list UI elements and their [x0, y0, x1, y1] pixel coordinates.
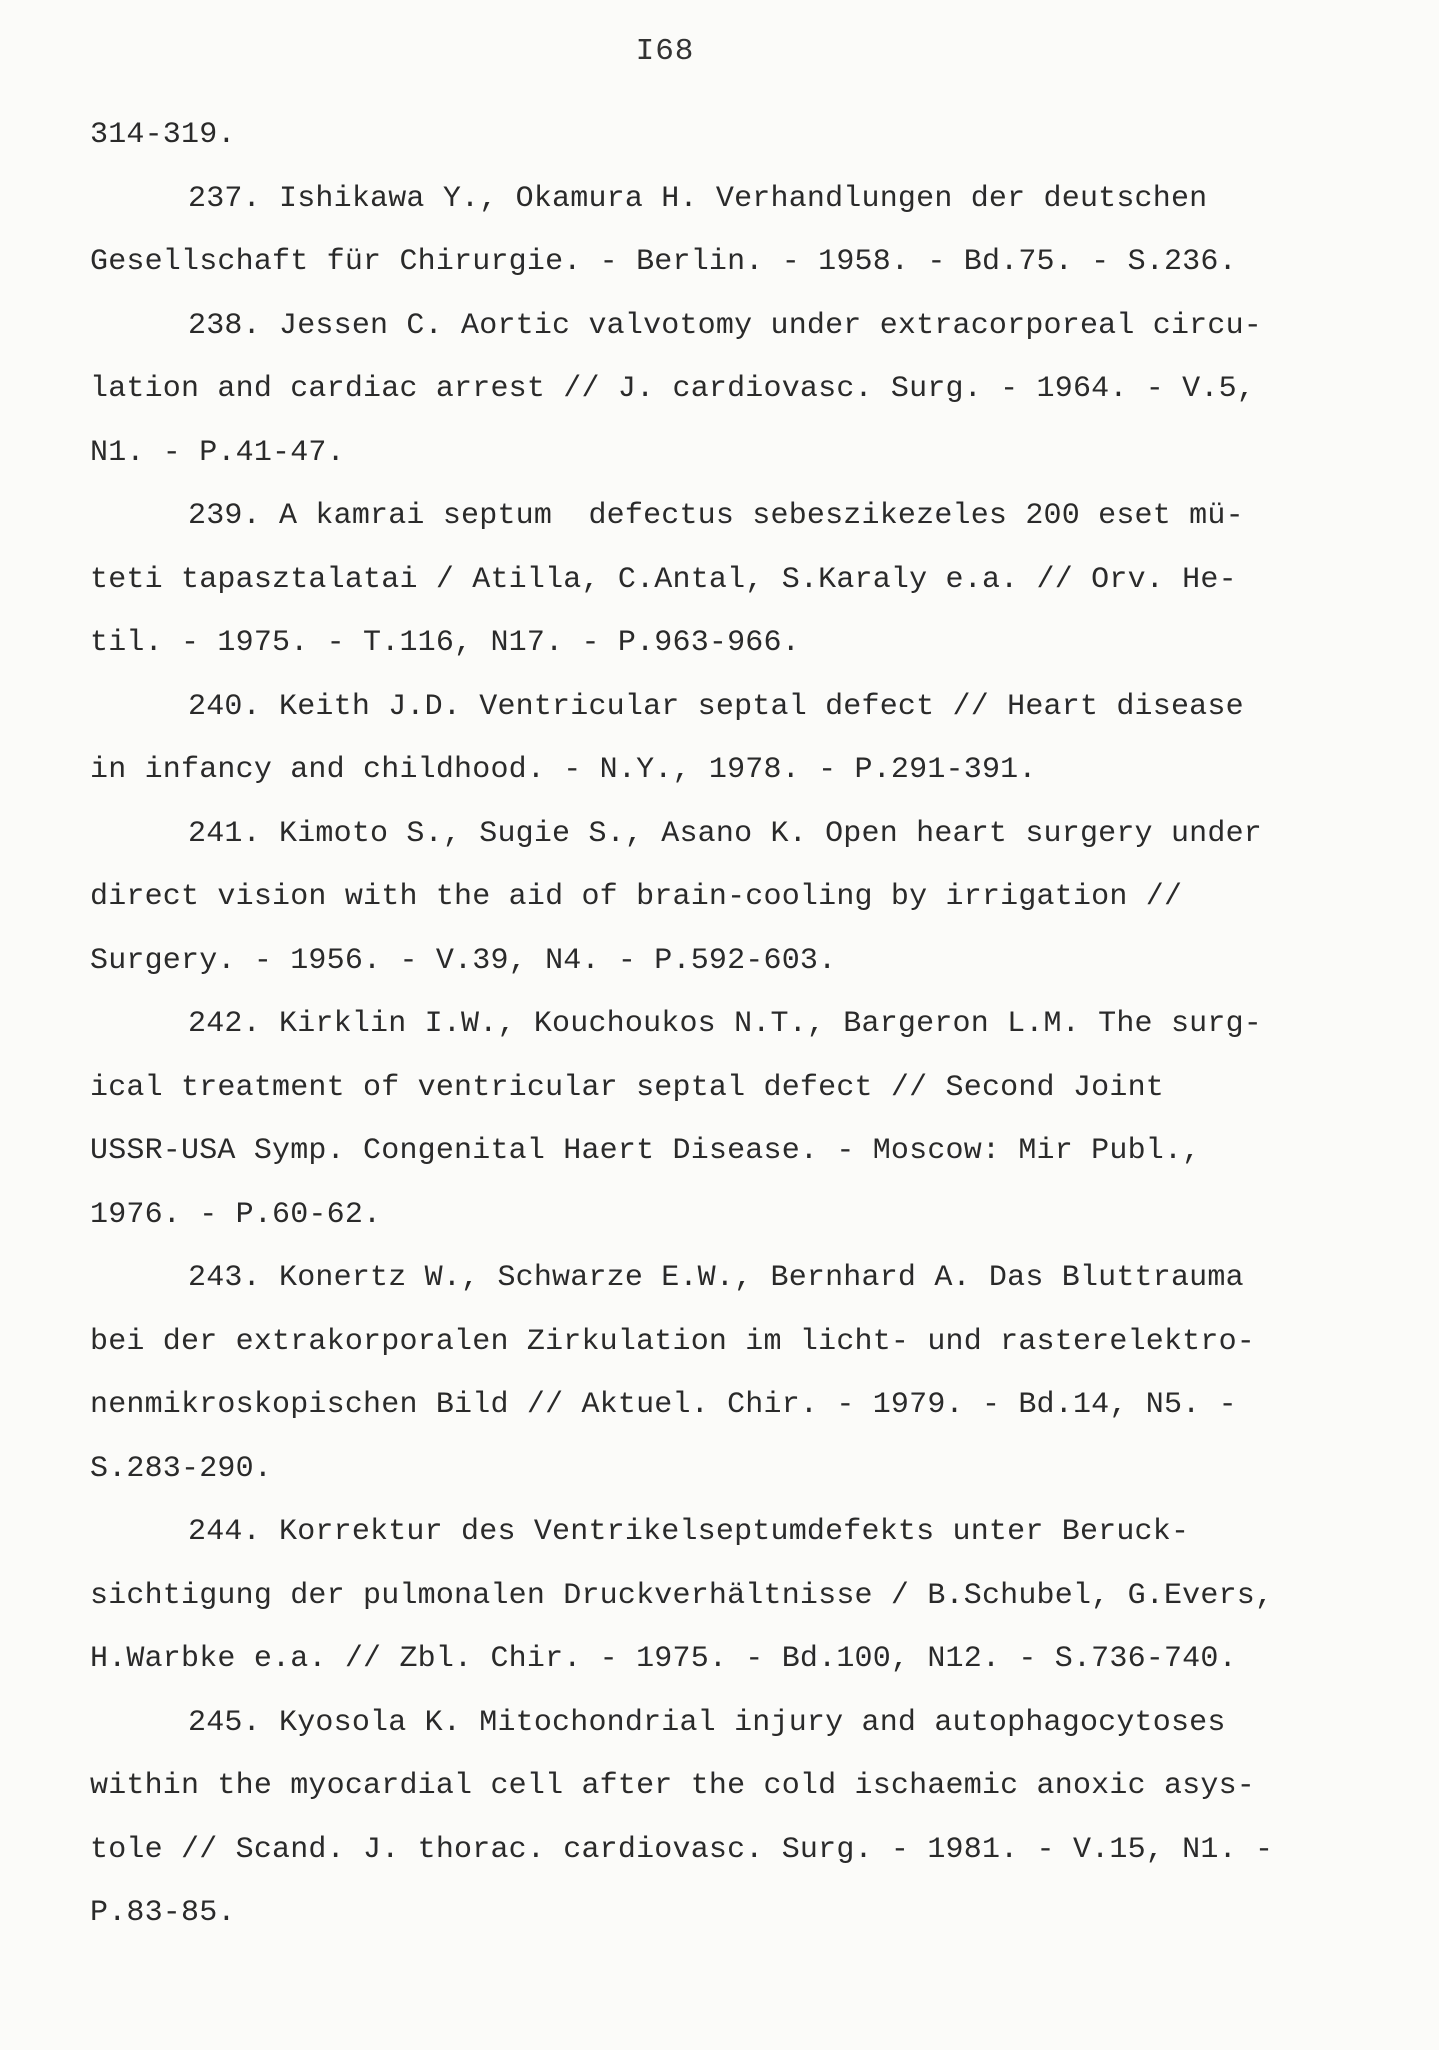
text-line: 243. Konertz W., Schwarze E.W., Bernhard A. Das Bluttrauma: [188, 1261, 1244, 1295]
text-line: S.283-290.: [90, 1451, 273, 1486]
text-line: 237. Ishikawa Y., Okamura H. Verhandlungen der deutschen: [188, 181, 1208, 216]
text-line: 239. A kamrai septum defectus sebeszikezeles 200 eset mü-: [188, 499, 1244, 533]
text-line: in infancy and childhood. - N.Y., 1978. - P.291-391.: [90, 753, 1037, 787]
text-line: within the myocardial cell after the cold ischaemic anoxic asys-: [90, 1769, 1255, 1803]
text-line: 244. Korrektur des Ventrikelseptumdefekts unter Beruck-: [188, 1515, 1190, 1549]
text-line: sichtigung der pulmonalen Druckverhältnisse / B.Schubel, G.Evers,: [90, 1578, 1274, 1613]
page-number: I68: [635, 34, 695, 69]
text-line: N1. - P.41-47.: [90, 435, 345, 470]
text-line: bei der extrakorporalen Zirkulation im licht- und rasterelektro-: [90, 1324, 1255, 1359]
text-line: 240. Keith J.D. Ventricular septal defect // Heart disease: [188, 689, 1244, 724]
text-line: 245. Kyosola K. Mitochondrial injury and autophagocytoses: [188, 1705, 1226, 1740]
text-line: Gesellschaft für Chirurgie. - Berlin. - 1958. - Bd.75. - S.236.: [90, 245, 1237, 279]
text-line: ical treatment of ventricular septal defect // Second Joint: [90, 1070, 1164, 1105]
text-line: H.Warbke e.a. // Zbl. Chir. - 1975. - Bd.100, N12. - S.736-740.: [90, 1642, 1237, 1676]
text-line: lation and cardiac arrest // J. cardiovasc. Surg. - 1964. - V.5,: [90, 372, 1255, 406]
reference-list: [90, 104, 1350, 1946]
text-line: USSR-USA Symp. Congenital Haert Disease. - Moscow: Mir Publ.,: [90, 1134, 1201, 1168]
text-line: P.83-85.: [90, 1896, 236, 1930]
text-line: 242. Kirklin I.W., Kouchoukos N.T., Bargeron L.M. The surg-: [188, 1007, 1262, 1041]
text-line: tole // Scand. J. thorac. cardiovasc. Surg. - 1981. - V.15, N1. -: [90, 1832, 1274, 1867]
text-line: teti tapasztalatai / Atilla, C.Antal, S.Karaly e.a. // Orv. He-: [90, 562, 1237, 597]
text-line: 1976. - P.60-62.: [90, 1197, 382, 1232]
text-line: nenmikroskopischen Bild // Aktuel. Chir. - 1979. - Bd.14, N5. -: [90, 1388, 1237, 1422]
text-line: 314-319.: [90, 118, 236, 152]
text-line: til. - 1975. - T.116, N17. - P.963-966.: [90, 626, 800, 660]
text-line: 238. Jessen C. Aortic valvotomy under extracorporeal circu-: [188, 308, 1262, 343]
text-line: direct vision with the aid of brain-cooling by irrigation //: [90, 880, 1183, 914]
text-line: Surgery. - 1956. - V.39, N4. - P.592-603.: [90, 943, 837, 978]
text-line: 241. Kimoto S., Sugie S., Asano K. Open heart surgery under: [188, 816, 1262, 851]
